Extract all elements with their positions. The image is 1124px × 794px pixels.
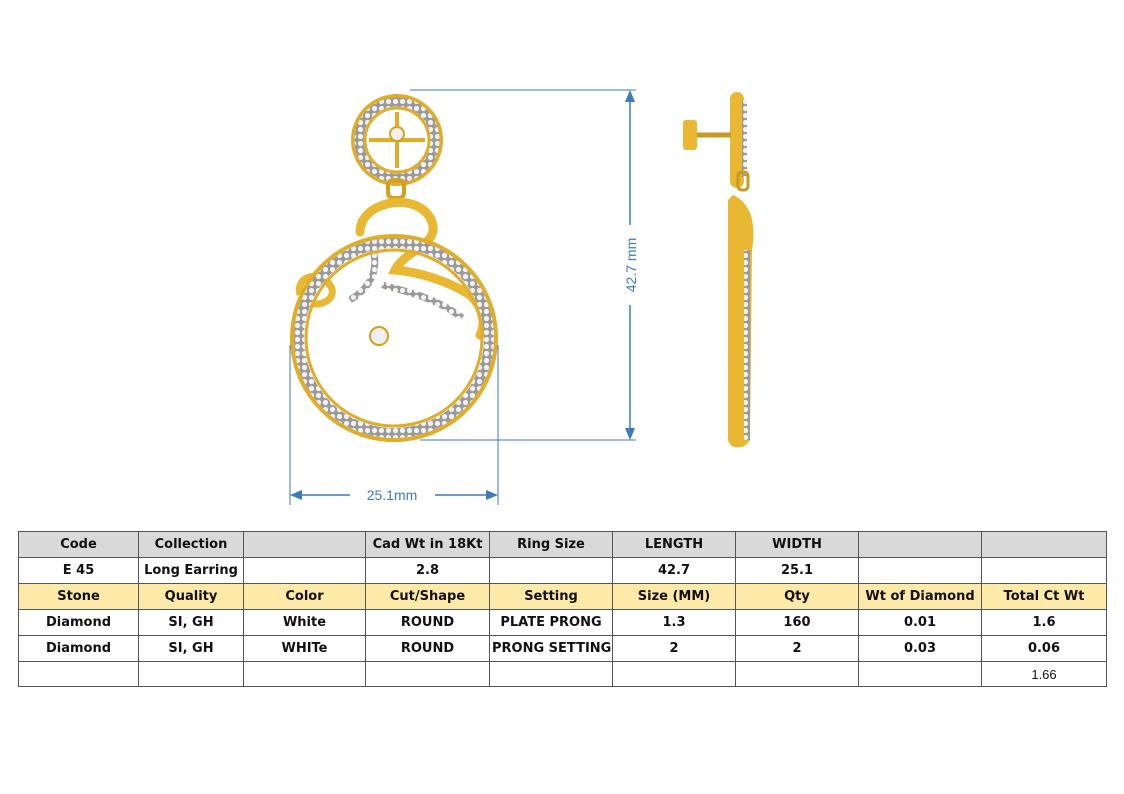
header-cell (982, 532, 1107, 558)
header-cell: Code (19, 532, 139, 558)
side-view (683, 92, 754, 448)
table-cell: 0.03 (859, 636, 982, 662)
header-cell: Quality (139, 584, 244, 610)
table-cell (19, 662, 139, 687)
header-cell: Cut/Shape (366, 584, 490, 610)
header-cell (244, 532, 366, 558)
header-cell (859, 532, 982, 558)
table-cell (244, 558, 366, 584)
table-cell: 0.06 (982, 636, 1107, 662)
table-cell: 42.7 (613, 558, 736, 584)
header-cell: Stone (19, 584, 139, 610)
table-cell: 160 (736, 610, 859, 636)
header-cell: Ring Size (490, 532, 613, 558)
header-cell: Wt of Diamond (859, 584, 982, 610)
table-cell (490, 558, 613, 584)
table-cell (859, 662, 982, 687)
table-cell (366, 662, 490, 687)
table-cell (244, 662, 366, 687)
table-cell: ROUND (366, 636, 490, 662)
total-ct-wt-value: 1.66 (982, 662, 1107, 687)
width-label: 25.1mm (366, 487, 418, 503)
table-cell: White (244, 610, 366, 636)
header-cell: Collection (139, 532, 244, 558)
table-cell: Diamond (19, 636, 139, 662)
table-cell (859, 558, 982, 584)
product-row (19, 558, 1107, 584)
header-cell: Size (MM) (613, 584, 736, 610)
header-cell: Color (244, 584, 366, 610)
spec-table (18, 531, 1107, 687)
total-row (19, 662, 1107, 687)
table-row (19, 636, 1107, 662)
table-cell: Long Earring (139, 558, 244, 584)
header-cell: Total Ct Wt (982, 584, 1107, 610)
table-cell: SI, GH (139, 636, 244, 662)
table-cell: PLATE PRONG (490, 610, 613, 636)
table-cell: Diamond (19, 610, 139, 636)
header-row-stones (19, 584, 1107, 610)
table-cell: 1.3 (613, 610, 736, 636)
table-cell: E 45 (19, 558, 139, 584)
table-cell: SI, GH (139, 610, 244, 636)
header-cell: WIDTH (736, 532, 859, 558)
header-cell: Cad Wt in 18Kt (366, 532, 490, 558)
table-cell (613, 662, 736, 687)
front-view (292, 96, 496, 440)
table-cell: 1.6 (982, 610, 1107, 636)
header-row-product (19, 532, 1107, 558)
header-cell: Qty (736, 584, 859, 610)
table-cell: 2 (736, 636, 859, 662)
table-cell: 2.8 (366, 558, 490, 584)
table-cell: 2 (613, 636, 736, 662)
table-cell (982, 558, 1107, 584)
table-cell: 0.01 (859, 610, 982, 636)
table-cell: PRONG SETTING (490, 636, 613, 662)
header-cell: LENGTH (613, 532, 736, 558)
table-cell (490, 662, 613, 687)
header-cell: Setting (490, 584, 613, 610)
table-cell (139, 662, 244, 687)
table-cell (736, 662, 859, 687)
table-cell: ROUND (366, 610, 490, 636)
table-cell: 25.1 (736, 558, 859, 584)
height-label: 42.7 mm (623, 237, 639, 293)
table-cell: WHITe (244, 636, 366, 662)
table-row (19, 610, 1107, 636)
